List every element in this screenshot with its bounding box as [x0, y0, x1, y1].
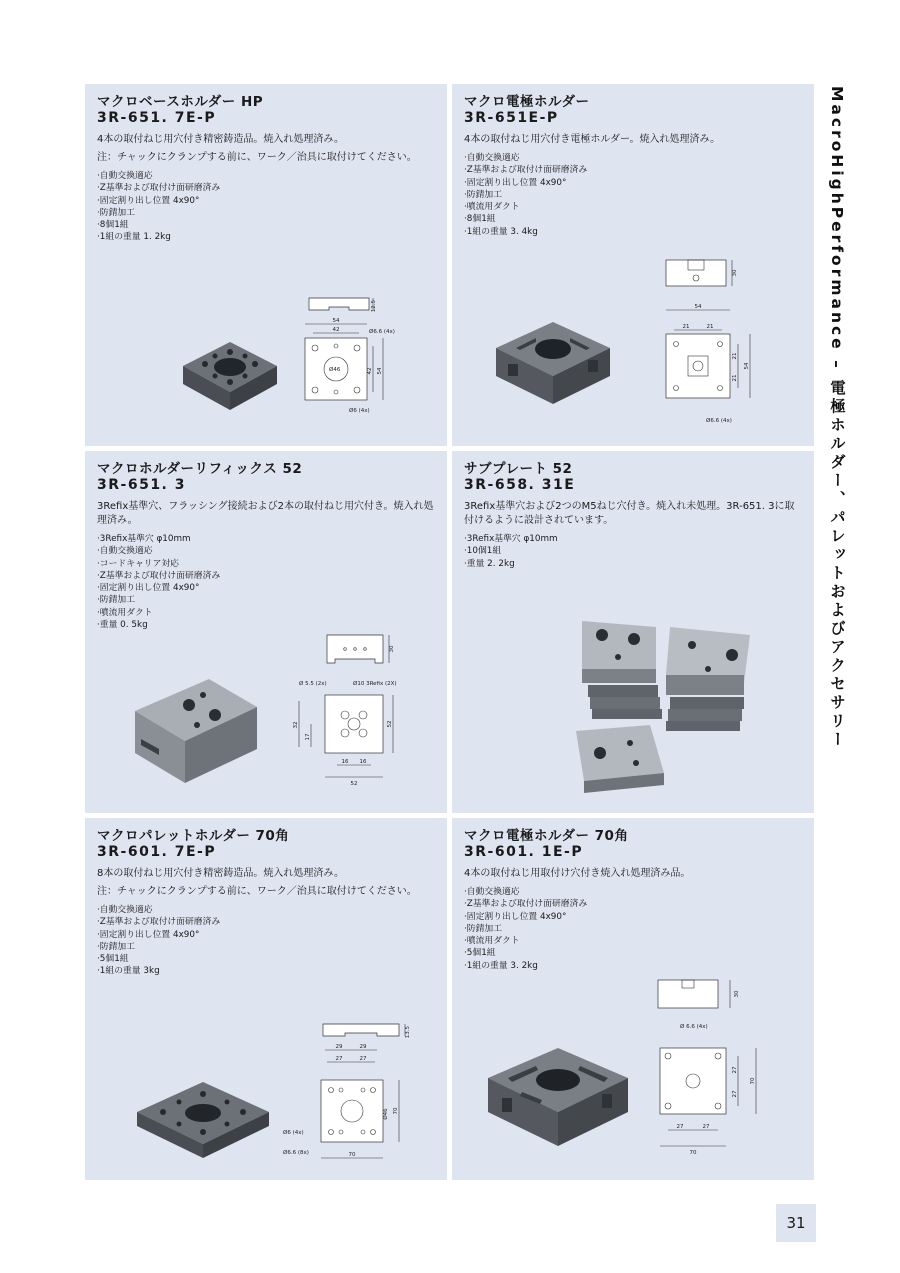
feature-item: · 防錆加工	[97, 941, 437, 953]
product-note: 注：チャックにクランプする前に、ワーク／治具に取付けてください。	[97, 152, 417, 163]
feature-item: · 噴流用ダクト	[464, 935, 804, 947]
top-view-drawing	[297, 316, 407, 426]
page-number-text: 31	[786, 1214, 806, 1232]
feature-list	[97, 170, 437, 244]
dim-label: 21	[732, 352, 738, 360]
side-view-drawing	[664, 258, 744, 290]
dim-label: 16	[359, 759, 367, 765]
dim-label: 27	[732, 1090, 738, 1098]
dim-label: 30	[734, 990, 740, 998]
top-view-drawing	[646, 1018, 786, 1168]
feature-item: · 1組の重量 3kg	[97, 965, 437, 977]
dim-label: 32	[293, 721, 299, 729]
product-code: 3R-651E-P	[464, 110, 559, 126]
dim-label: 27	[359, 1056, 367, 1062]
dim-label: 21	[706, 324, 714, 330]
side-view-drawing	[656, 978, 756, 1012]
feature-item: · 1組の重量 3. 4kg	[464, 226, 804, 238]
page-number	[776, 1204, 816, 1242]
feature-item: · 固定割り出し位置 4x90°	[464, 177, 804, 189]
dim-label: Ø10 3Refix (2X)	[353, 681, 397, 687]
feature-item: · 防錆加工	[464, 923, 804, 935]
feature-item: · 3Refix基準穴 φ10mm	[97, 533, 437, 545]
dim-label: 70	[750, 1077, 756, 1085]
feature-item: · 自動交換適応	[97, 545, 437, 557]
product-photo	[175, 324, 285, 424]
dim-label: 54	[694, 304, 702, 310]
product-panel-macro-holder-refix-52	[85, 451, 447, 813]
dim-label: Ø6 (4x)	[349, 408, 370, 414]
feature-item: · 自動交換適応	[97, 904, 437, 916]
product-photo	[131, 671, 261, 791]
dim-label: 27	[676, 1124, 684, 1130]
product-description: 3Refix基準穴および2つのM5ねじ穴付き。焼入れ未処理。3R-651. 3に取付けるように設計されています。	[464, 501, 795, 526]
product-description: 4本の取付ねじ用穴付き精密鋳造品。焼入れ処理済み。	[97, 134, 344, 145]
dim-label: 30	[389, 645, 395, 653]
product-panel-macro-base-holder-hp	[85, 84, 447, 446]
feature-item: · Z基準および取付け面研磨済み	[97, 182, 437, 194]
feature-item: · Z基準および取付け面研磨済み	[464, 898, 804, 910]
product-description: 3Refix基準穴、フラッシング接続および2本の取付ねじ用穴付き。焼入れ処理済み。	[97, 501, 434, 526]
feature-item: · 固定割り出し位置 4x90°	[97, 582, 437, 594]
product-description: 8本の取付ねじ用穴付き精密鋳造品。焼入れ処理済み。	[97, 868, 344, 879]
product-photo-stack	[572, 613, 762, 793]
feature-item: · 防錆加工	[97, 207, 437, 219]
dim-label: Ø6.6 (8x)	[283, 1150, 309, 1156]
feature-item: · コードキャリア対応	[97, 558, 437, 570]
feature-item: · 自動交換適応	[97, 170, 437, 182]
feature-item: · 重量 2. 2kg	[464, 558, 804, 570]
dim-label: Ø46	[329, 367, 341, 373]
feature-item: · 固定割り出し位置 4x90°	[97, 929, 437, 941]
feature-item: · 固定割り出し位置 4x90°	[97, 195, 437, 207]
feature-item: · 10個1組	[464, 545, 804, 557]
top-view-drawing	[285, 677, 425, 797]
feature-item: · 防錆加工	[464, 189, 804, 201]
product-photo	[133, 1068, 273, 1168]
feature-item: · 1組の重量 1. 2kg	[97, 231, 437, 243]
dim-label: 70	[348, 1152, 356, 1158]
product-code: 3R-658. 31E	[464, 477, 576, 493]
product-title: マクロ電極ホルダー 70角	[464, 828, 629, 844]
feature-item: · 3Refix基準穴 φ10mm	[464, 533, 804, 545]
dim-label: Ø46	[383, 1108, 389, 1120]
dim-label: Ø6 (4x)	[283, 1130, 304, 1136]
feature-list	[464, 886, 804, 972]
feature-item: · 自動交換適応	[464, 152, 804, 164]
product-note: 注：チャックにクランプする前に、ワーク／治具に取付けてください。	[97, 886, 417, 897]
dim-label: 70	[689, 1150, 697, 1156]
dim-label: Ø 5.5 (2x)	[299, 681, 327, 687]
product-title: マクロパレットホルダー 70角	[97, 828, 290, 844]
product-panel-subplate-52	[452, 451, 814, 813]
feature-item: · 5個1組	[97, 953, 437, 965]
dim-label: Ø6.6 (4x)	[369, 329, 395, 335]
dim-label: 29	[335, 1044, 343, 1050]
dim-label: 13.5	[405, 1026, 411, 1039]
dim-label: 30	[732, 269, 738, 277]
dim-label: 52	[387, 720, 393, 728]
dim-label: 16	[341, 759, 349, 765]
dim-label: 27	[702, 1124, 710, 1130]
product-description: 4本の取付ねじ用取付け穴付き焼入れ処理済み品。	[464, 868, 691, 879]
feature-list	[464, 152, 804, 238]
dim-label: 27	[732, 1066, 738, 1074]
dim-label: Ø6.6 (4x)	[706, 418, 732, 424]
feature-item: · Z基準および取付け面研磨済み	[464, 164, 804, 176]
feature-item: · 8個1組	[97, 219, 437, 231]
feature-list	[464, 533, 804, 570]
product-title: マクロ電極ホルダー	[464, 94, 590, 110]
product-code: 3R-651. 7E-P	[97, 110, 217, 126]
side-section-title	[826, 86, 852, 750]
product-photo	[482, 1038, 632, 1158]
dim-label: 42	[367, 367, 373, 375]
dim-label: Ø 6.6 (4x)	[680, 1024, 708, 1030]
dim-label: 27	[335, 1056, 343, 1062]
top-view-drawing	[281, 1042, 421, 1172]
side-view-drawing	[325, 633, 405, 669]
feature-item: · 5個1組	[464, 947, 804, 959]
dim-label: 12.5	[371, 300, 377, 313]
product-photo	[488, 312, 618, 412]
product-panel-macro-pallet-holder-70	[85, 818, 447, 1180]
dim-label: 52	[350, 781, 358, 787]
product-code: 3R-601. 1E-P	[464, 844, 584, 860]
dim-label: 42	[332, 327, 340, 333]
feature-list	[97, 533, 437, 631]
dim-label: 21	[682, 324, 690, 330]
feature-item: · 固定割り出し位置 4x90°	[464, 911, 804, 923]
feature-item: · 噴流用ダクト	[464, 201, 804, 213]
dim-label: 54	[332, 318, 340, 324]
feature-item: · 噴流用ダクト	[97, 607, 437, 619]
dim-label: 54	[377, 367, 383, 375]
dim-label: 29	[359, 1044, 367, 1050]
feature-item: · 重量 0. 5kg	[97, 619, 437, 631]
feature-item: · 自動交換適応	[464, 886, 804, 898]
product-title: マクロベースホルダー HP	[97, 94, 264, 110]
feature-item: · Z基準および取付け面研磨済み	[97, 570, 437, 582]
product-title: マクロホルダーリフィックス 52	[97, 461, 303, 477]
dim-label: 21	[732, 374, 738, 382]
dim-label: 70	[393, 1107, 399, 1115]
feature-list	[97, 904, 437, 978]
product-code: 3R-651. 3	[97, 477, 186, 493]
product-panel-macro-electrode-holder-70	[452, 818, 814, 1180]
feature-item: · Z基準および取付け面研磨済み	[97, 916, 437, 928]
dim-label: 54	[744, 362, 750, 370]
product-title: サブプレート 52	[464, 461, 573, 477]
feature-item: · 防錆加工	[97, 594, 437, 606]
top-view-drawing	[658, 300, 778, 430]
feature-item: · 1組の重量 3. 2kg	[464, 960, 804, 972]
feature-item: · 8個1組	[464, 213, 804, 225]
product-description: 4本の取付ねじ用穴付き電極ホルダー。焼入れ処理済み。	[464, 134, 721, 145]
product-code: 3R-601. 7E-P	[97, 844, 217, 860]
dim-label: 17	[305, 733, 311, 741]
side-section-title-text: MacroHighPerformance – 電極ホルダー、パレットおよびアクセサリー	[828, 86, 846, 750]
product-panel-macro-electrode-holder	[452, 84, 814, 446]
